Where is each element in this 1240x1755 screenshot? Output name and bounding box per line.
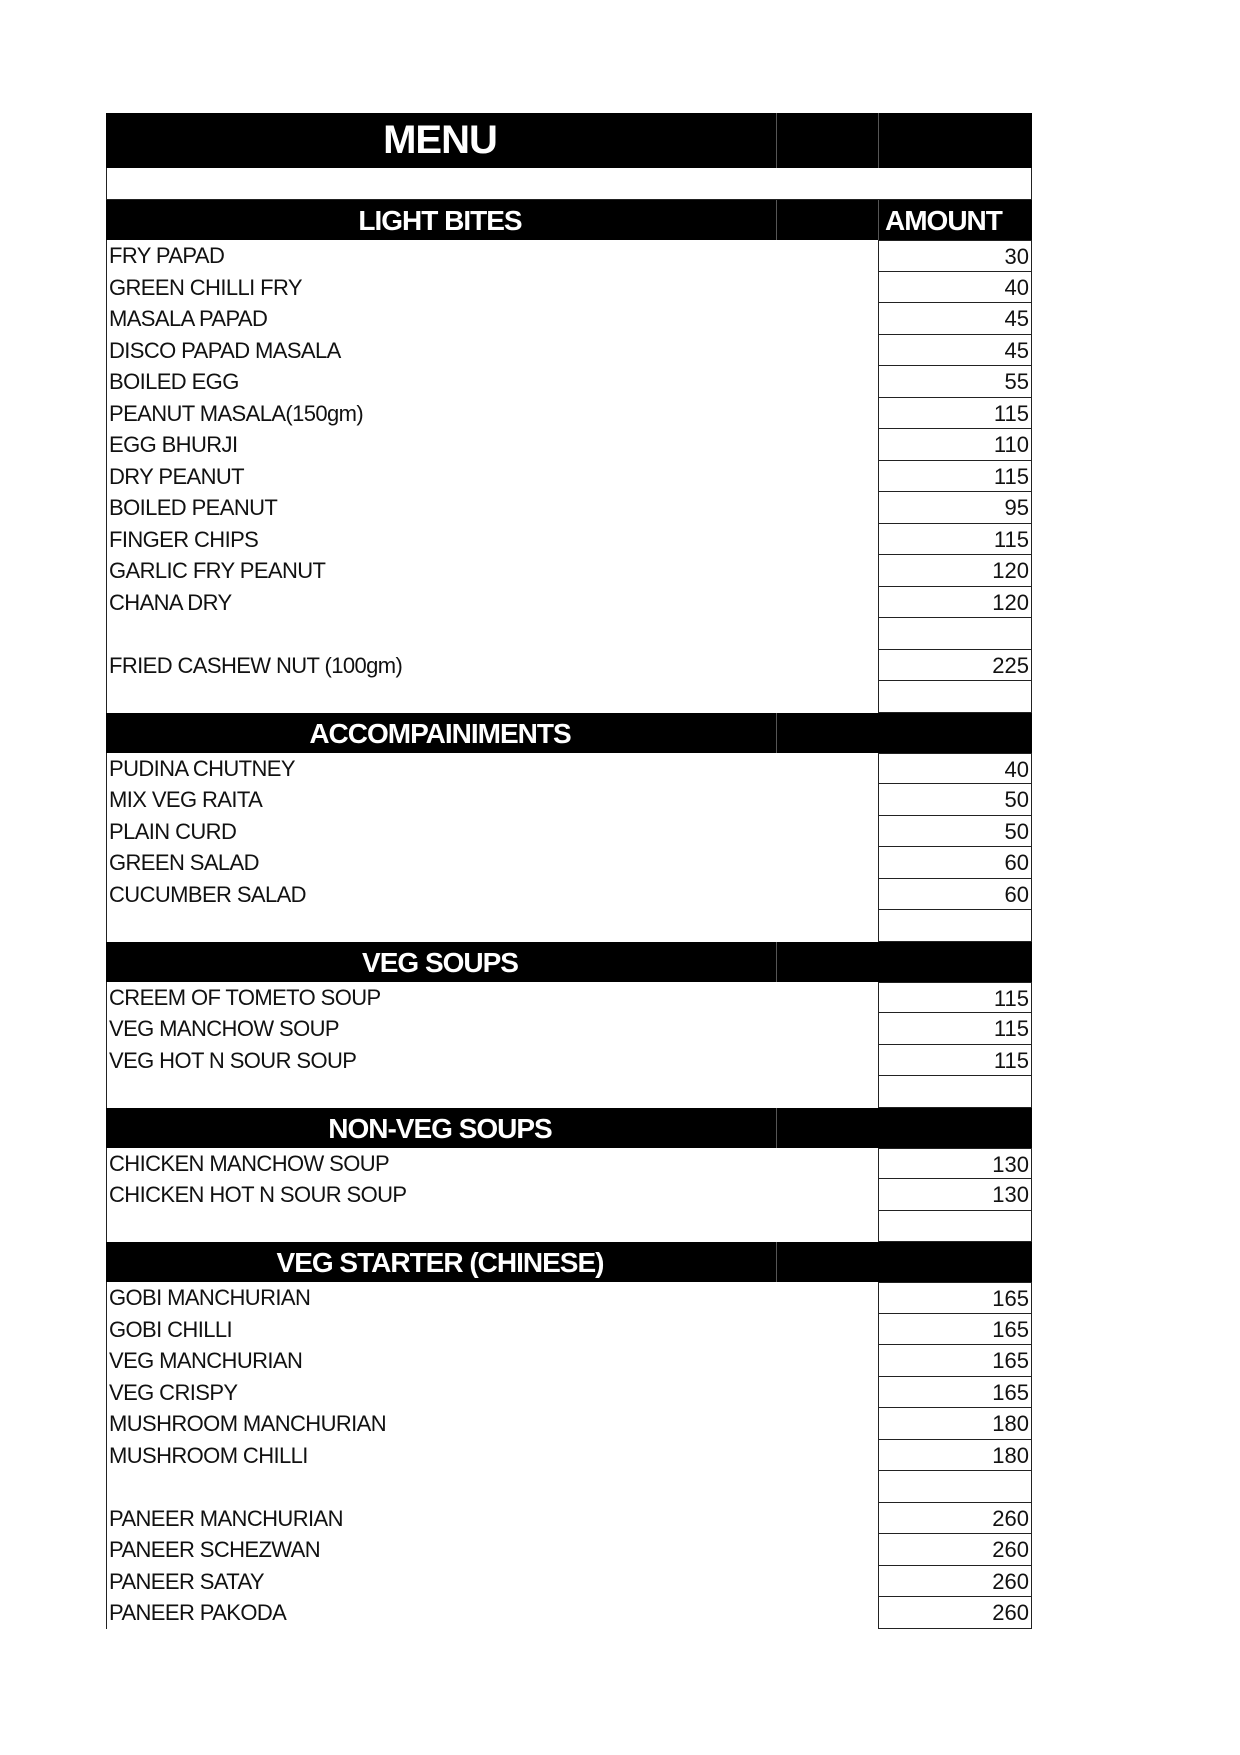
item-price: 30: [878, 240, 1032, 272]
item-name: VEG HOT N SOUR SOUP: [109, 1047, 357, 1073]
item-name: PANEER SATAY: [109, 1568, 264, 1594]
menu-item-row: [106, 816, 1032, 848]
item-price: 130: [878, 1148, 1032, 1180]
menu-item-row: [106, 1282, 1032, 1314]
item-name: CHANA DRY: [109, 589, 232, 615]
menu-item-row: [106, 1597, 1032, 1629]
left-border: [106, 753, 107, 785]
menu-item-row: [106, 555, 1032, 587]
item-name: GOBI MANCHURIAN: [109, 1285, 311, 1310]
menu-item-row: [106, 272, 1032, 304]
item-price: [878, 1211, 1032, 1243]
column-divider: [776, 113, 777, 168]
menu-item-row: [106, 784, 1032, 816]
item-price: 40: [878, 753, 1032, 785]
left-border: [106, 240, 107, 272]
left-border: [106, 1345, 107, 1377]
left-border: [106, 303, 107, 335]
item-price: [878, 681, 1032, 713]
left-border: [106, 1503, 107, 1535]
item-name: BOILED EGG: [109, 369, 239, 394]
item-price: 120: [878, 587, 1032, 619]
item-price: 260: [878, 1566, 1032, 1598]
item-name: CHICKEN HOT N SOUR SOUP: [109, 1182, 407, 1207]
left-border: [106, 366, 107, 398]
item-name: DRY PEANUT: [109, 463, 245, 489]
item-price: 115: [878, 398, 1032, 430]
left-border: [106, 1534, 107, 1566]
left-border: [106, 681, 107, 713]
item-price: 45: [878, 335, 1032, 367]
left-border: [106, 587, 107, 619]
item-name: GREEN CHILLI FRY: [109, 274, 302, 300]
section-header-row: [106, 1108, 1032, 1148]
item-price: [878, 1076, 1032, 1108]
menu-item-row: [106, 335, 1032, 367]
section-heading: VEG SOUPS: [362, 946, 518, 978]
menu-sections: [106, 200, 1032, 1629]
item-price: 165: [878, 1314, 1032, 1346]
menu-item-row: [106, 1045, 1032, 1077]
left-border: [106, 879, 107, 911]
menu-item-row: [106, 1408, 1032, 1440]
left-border: [106, 618, 107, 650]
item-price: 115: [878, 524, 1032, 556]
left-border: [106, 1597, 107, 1629]
item-name: GARLIC FRY PEANUT: [109, 558, 326, 583]
left-border: [106, 524, 107, 556]
left-border: [106, 461, 107, 493]
item-name: VEG MANCHOW SOUP: [109, 1016, 339, 1041]
left-border: [106, 784, 107, 816]
item-price: 95: [878, 492, 1032, 524]
menu-title-row: [106, 113, 1032, 168]
item-name: PLAIN CURD: [109, 818, 237, 844]
left-border: [106, 1440, 107, 1472]
left-border: [106, 555, 107, 587]
menu-item-row: [106, 847, 1032, 879]
section-heading: VEG STARTER (CHINESE): [276, 1247, 604, 1278]
column-divider: [776, 1108, 777, 1148]
column-divider: [776, 713, 777, 753]
item-price: 45: [878, 303, 1032, 335]
item-name: MUSHROOM CHILLI: [109, 1442, 308, 1468]
item-price: 115: [878, 1045, 1032, 1077]
item-name: MASALA PAPAD: [109, 306, 268, 331]
left-border: [106, 1314, 107, 1346]
blank-row: [106, 618, 1032, 650]
item-price: 260: [878, 1503, 1032, 1535]
item-name: PANEER MANCHURIAN: [109, 1505, 343, 1531]
item-price: 165: [878, 1282, 1032, 1314]
section-heading: NON-VEG SOUPS: [328, 1112, 552, 1144]
left-border: [106, 272, 107, 304]
item-name: MIX VEG RAITA: [109, 787, 263, 812]
left-border: [106, 982, 107, 1014]
left-border: [106, 1013, 107, 1045]
item-price: [878, 1471, 1032, 1503]
menu-item-row: [106, 1314, 1032, 1346]
item-price: 55: [878, 366, 1032, 398]
item-price: 40: [878, 272, 1032, 304]
left-border: [106, 847, 107, 879]
item-name: CUCUMBER SALAD: [109, 881, 306, 907]
menu-item-row: [106, 587, 1032, 619]
item-price: 260: [878, 1597, 1032, 1629]
item-price: 60: [878, 847, 1032, 879]
left-border: [106, 1045, 107, 1077]
item-price: 60: [878, 879, 1032, 911]
left-border: [106, 1566, 107, 1598]
spacer-row: [106, 168, 1032, 200]
item-price: 120: [878, 555, 1032, 587]
menu-item-row: [106, 879, 1032, 911]
left-border: [106, 1211, 107, 1243]
section-header-row: [106, 200, 1032, 240]
column-divider: [878, 113, 879, 168]
blank-row: [106, 1471, 1032, 1503]
menu-item-row: [106, 1345, 1032, 1377]
menu-item-row: [106, 398, 1032, 430]
item-price: 165: [878, 1377, 1032, 1409]
item-name: PEANUT MASALA(150gm): [109, 400, 364, 426]
left-border: [106, 398, 107, 430]
menu-item-row: [106, 1179, 1032, 1211]
left-border: [106, 1282, 107, 1314]
menu-sheet: [106, 113, 1032, 1629]
blank-row: [106, 1076, 1032, 1108]
item-price: 115: [878, 1013, 1032, 1045]
item-price: 50: [878, 784, 1032, 816]
column-divider: [776, 942, 777, 982]
left-border: [106, 1377, 107, 1409]
menu-item-row: [106, 1503, 1032, 1535]
blank-row: [106, 910, 1032, 942]
item-price: 180: [878, 1408, 1032, 1440]
item-price: 165: [878, 1345, 1032, 1377]
item-name: GOBI CHILLI: [109, 1316, 232, 1342]
item-name: DISCO PAPAD MASALA: [109, 337, 341, 363]
menu-item-row: [106, 1377, 1032, 1409]
menu-item-row: [106, 492, 1032, 524]
menu-item-row: [106, 1013, 1032, 1045]
item-name: FRIED CASHEW NUT (100gm): [109, 652, 403, 678]
item-name: EGG BHURJI: [109, 432, 238, 457]
section-header-row: [106, 713, 1032, 753]
item-name: PANEER SCHEZWAN: [109, 1537, 321, 1562]
menu-item-row: [106, 366, 1032, 398]
item-name: VEG MANCHURIAN: [109, 1348, 303, 1373]
menu-item-row: [106, 1534, 1032, 1566]
item-price: 130: [878, 1179, 1032, 1211]
blank-row: [106, 1211, 1032, 1243]
item-name: CHICKEN MANCHOW SOUP: [109, 1150, 390, 1176]
section-header-row: [106, 942, 1032, 982]
item-price: 115: [878, 982, 1032, 1014]
menu-title: MENU: [383, 118, 497, 162]
item-name: FRY PAPAD: [109, 243, 225, 268]
left-border: [106, 492, 107, 524]
menu-item-row: [106, 1566, 1032, 1598]
section-header-row: [106, 1242, 1032, 1282]
left-border: [106, 1148, 107, 1180]
item-price: 115: [878, 461, 1032, 493]
menu-item-row: [106, 524, 1032, 556]
item-price: 180: [878, 1440, 1032, 1472]
item-name: GREEN SALAD: [109, 850, 259, 875]
item-price: 110: [878, 429, 1032, 461]
menu-item-row: [106, 753, 1032, 785]
left-border: [106, 335, 107, 367]
item-price: [878, 618, 1032, 650]
item-name: VEG CRISPY: [109, 1379, 238, 1405]
item-name: PANEER PAKODA: [109, 1600, 287, 1625]
menu-item-row: [106, 1440, 1032, 1472]
section-heading: LIGHT BITES: [358, 205, 522, 236]
item-name: BOILED PEANUT: [109, 495, 278, 520]
menu-item-row: [106, 1148, 1032, 1180]
menu-item-row: [106, 240, 1032, 272]
section-heading: ACCOMPAINIMENTS: [309, 717, 571, 749]
item-name: FINGER CHIPS: [109, 526, 259, 552]
item-name: PUDINA CHUTNEY: [109, 755, 295, 781]
left-border: [106, 429, 107, 461]
item-price: 50: [878, 816, 1032, 848]
left-border: [106, 1076, 107, 1108]
item-price: 260: [878, 1534, 1032, 1566]
menu-item-row: [106, 429, 1032, 461]
amount-column-header: AMOUNT: [885, 205, 1002, 236]
left-border: [106, 1179, 107, 1211]
menu-item-row: [106, 461, 1032, 493]
blank-row: [106, 681, 1032, 713]
item-price: [878, 910, 1032, 942]
column-divider: [776, 1242, 777, 1282]
left-border: [106, 910, 107, 942]
left-border: [106, 1408, 107, 1440]
column-divider: [776, 200, 777, 240]
item-name: CREEM OF TOMETO SOUP: [109, 984, 381, 1010]
item-name: MUSHROOM MANCHURIAN: [109, 1411, 387, 1436]
left-border: [106, 1471, 107, 1503]
left-border: [106, 816, 107, 848]
menu-item-row: [106, 650, 1032, 682]
menu-item-row: [106, 303, 1032, 335]
menu-item-row: [106, 982, 1032, 1014]
left-border: [106, 650, 107, 682]
item-price: 225: [878, 650, 1032, 682]
column-divider: [878, 200, 879, 240]
